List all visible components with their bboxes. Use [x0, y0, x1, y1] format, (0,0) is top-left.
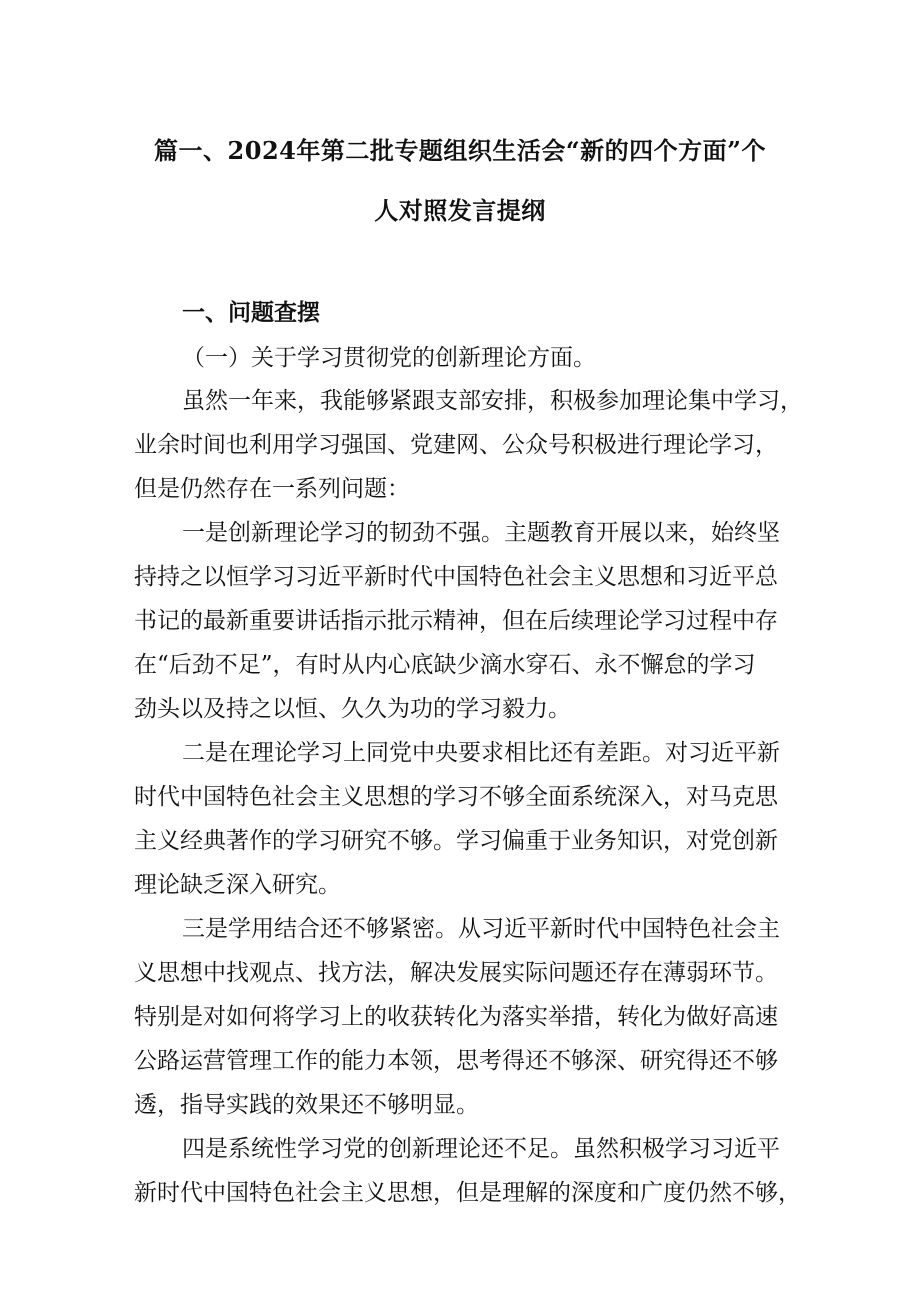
paragraph-line: 虽然一年来，我能够紧跟支部安排，积极参加理论集中学习，	[182, 388, 803, 414]
paragraph-line: 四是系统性学习党的创新理论还不足。虽然积极学习习近平	[182, 1136, 780, 1162]
paragraph-line: 透，指导实践的效果还不够明显。	[134, 1092, 479, 1118]
paragraph-line: 义思想中找观点、找方法，解决发展实际问题还存在薄弱环节。	[134, 960, 778, 986]
paragraph-line: 三是学用结合还不够紧密。从习近平新时代中国特色社会主	[182, 916, 780, 942]
paragraph-line: 特别是对如何将学习上的收获转化为落实举措，转化为做好高速	[134, 1004, 778, 1030]
paragraph-line: 但是仍然存在一系列问题：	[134, 476, 410, 502]
section-heading: 一、问题查摆	[182, 299, 320, 326]
paragraph-line: 理论缺乏深入研究。	[134, 872, 341, 898]
paragraph-line: 二是在理论学习上同党中央要求相比还有差距。对习近平新	[182, 740, 780, 766]
paragraph-line: 时代中国特色社会主义思想的学习不够全面系统深入，对马克思	[134, 784, 778, 810]
paragraph-line: 在“后劲不足”，有时从内心底缺少滴水穿石、永不懈怠的学习	[134, 652, 756, 678]
paragraph-line: 公路运营管理工作的能力本领，思考得还不够深、研究得还不够	[134, 1048, 778, 1074]
paragraph-line: 劲头以及持之以恒、久久为功的学习毅力。	[134, 696, 571, 722]
document-title-line-1: 篇一、2024年第二批专题组织生活会“新的四个方面”个	[154, 136, 766, 165]
paragraph-line: 新时代中国特色社会主义思想，但是理解的深度和广度仍然不够，	[134, 1180, 801, 1206]
paragraph-line: 一是创新理论学习的韧劲不强。主题教育开展以来，始终坚	[182, 520, 780, 546]
paragraph-line: 持持之以恒学习习近平新时代中国特色社会主义思想和习近平总	[134, 564, 778, 590]
subsection-heading: （一）关于学习贯彻党的创新理论方面。	[182, 345, 596, 371]
document-title-line-2: 人对照发言提纲	[374, 196, 546, 225]
paragraph-line: 书记的最新重要讲话指示批示精神，但在后续理论学习过程中存	[134, 608, 778, 634]
paragraph-line: 主义经典著作的学习研究不够。学习偏重于业务知识，对党创新	[134, 828, 778, 854]
paragraph-line: 业余时间也利用学习强国、党建网、公众号积极进行理论学习，	[134, 432, 778, 458]
